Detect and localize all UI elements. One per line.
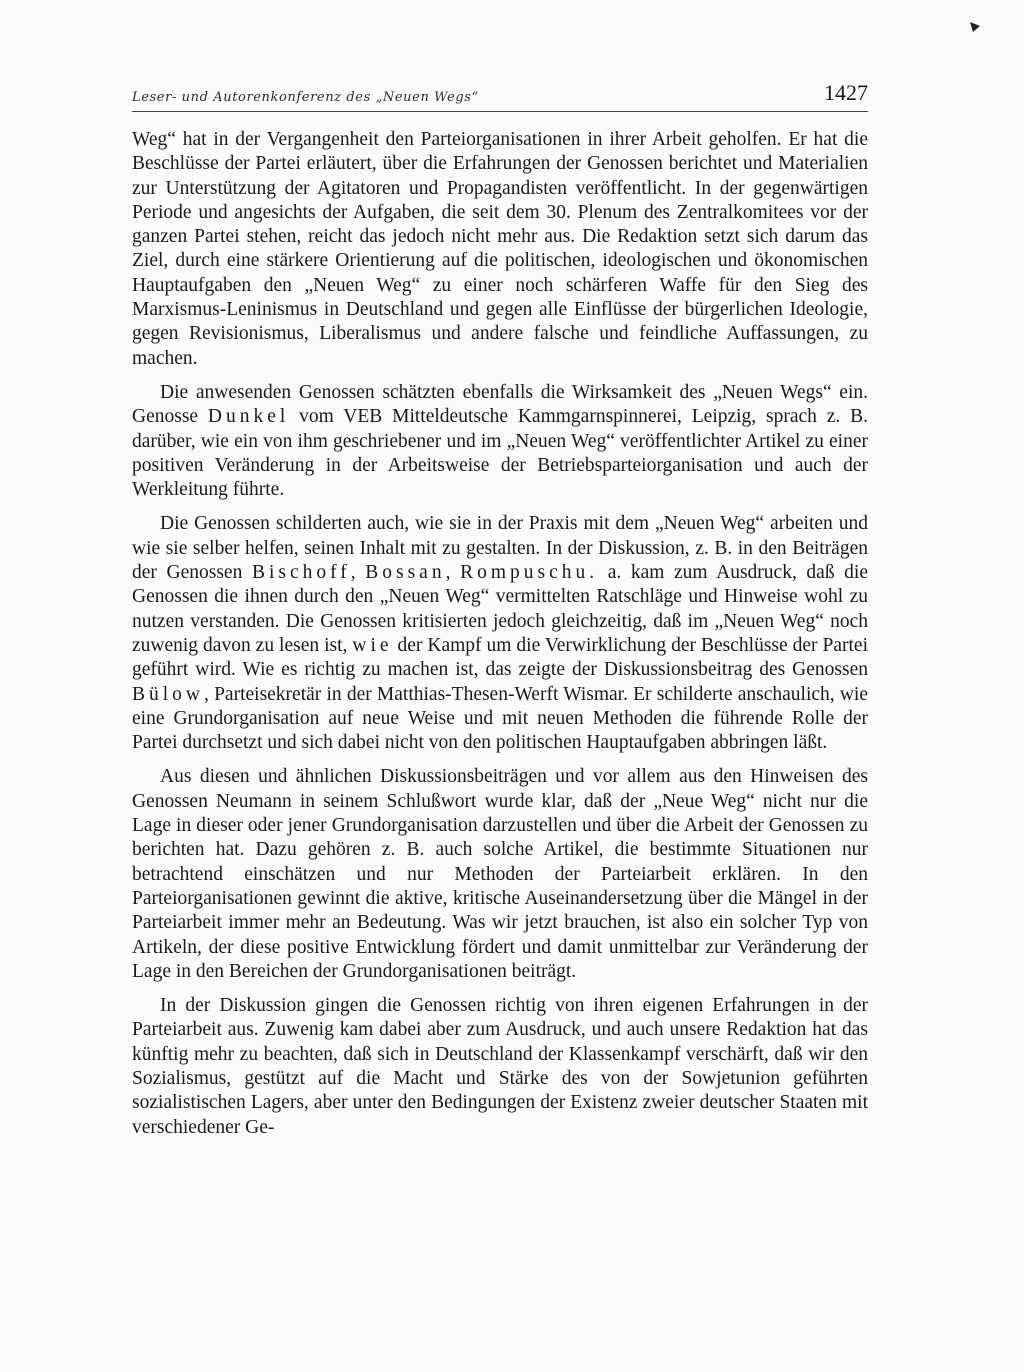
paragraph [132, 128, 868, 371]
spaced-name: Dunkel [207, 406, 290, 428]
page-number: 1427 [824, 80, 868, 105]
article-body [132, 128, 868, 1150]
paragraph [132, 765, 868, 984]
text-run: , Parteisekretär in der Matthias-Thesen-Werft Wismar. Er schilderte anschaulich, wie eine Grundorganisation auf neue Weise und mit neuen Methoden die führende Rolle der Partei durchsetzt und sich dabei nicht von den politischen Hauptaufgaben abbringen läßt. [132, 683, 868, 754]
paragraph [132, 381, 868, 502]
text-run: Die anwesenden Genossen schätzten ebenfalls die Wirksamkeit des „Neuen Wegs“ ein. Genosse [132, 381, 868, 428]
paragraph [132, 994, 868, 1140]
text-run: , [350, 562, 366, 584]
corner-mark [970, 22, 980, 32]
text-run: vom VEB Mitteldeutsche Kammgarnspinnerei, Leipzig, sprach z. B. darüber, wie ein von ihm geschriebener und im „Neuen Weg“ veröffentlichter Artikel zu einer positiven Veränderung in der Arbeitsweise der Betriebsparteiorganisation und auch der Werkleitung führte. [132, 406, 868, 501]
text-run: Die Genossen schilderten auch, wie sie in der Praxis mit dem „Neuen Weg“ arbeiten und wie sie selber helfen, seinen Inhalt mit zu gestalten. In der Diskussion, z. B. in den Beiträgen der Genossen [132, 513, 868, 584]
text-run: der Kampf um die Verwirklichung der Beschlüsse der Partei geführt wird. Wie es richtig zu machen ist, das zeigte der Diskussionsbeitrag des Genossen [132, 634, 868, 681]
spaced-name: Bülow [132, 683, 205, 705]
spaced-name: Bischoff [251, 562, 351, 584]
text-run: , [445, 562, 461, 584]
paragraph [132, 512, 868, 755]
text-run: Weg“ hat in der Vergangenheit den Parteiorganisationen in ihrer Arbeit geholfen. Er hat die Beschlüsse der Partei erläutert, über die Erfahrungen der Genossen berichtet und Materialien zur Unterstützung der Agitatoren und Propagandisten veröffentlicht. In der gegenwärtigen Periode und angesichts der Aufgaben, die seit dem 30. Plenum des Zentralkomitees vor der ganzen Partei stehen, reicht das jedoch nicht mehr aus. Die Redaktion setzt sich darum das Ziel, durch eine stärkere Orientierung auf die politischen, ideologischen und ökonomischen Hauptaufgaben den „Neuen Weg“ zu einer noch schärferen Waffe für den Sieg des Marxismus-Leninismus in Deutschland und gegen alle Einflüsse der bürgerlichen Ideologie, gegen Revisionismus, Liberalismus und andere falsche und feindliche Auffassungen, zu machen. [132, 129, 868, 369]
spaced-name: Bossan [365, 562, 446, 584]
spaced-name: wie [352, 634, 393, 656]
text-run: Aus diesen und ähnlichen Diskussionsbeiträgen und vor allem aus den Hinweisen des Genossen Neumann in seinem Schlußwort wurde klar, daß der „Neue Weg“ nicht nur die Lage in dieser oder jener Grundorganisation darzustellen und über die Arbeit der Genossen zu berichten hat. Dazu gehören z. B. auch solche Artikel, die bestimmte Situationen nur betrachtend einschätzen und nur Methoden der Parteiarbeit erklären. In den Parteiorganisationen gewinnt die aktive, kritische Auseinandersetzung über die Mängel in der Parteiarbeit immer mehr an Bedeutung. Was wir jetzt brauchen, ist also ein solcher Typ von Artikeln, der diese positive Entwicklung fördert und damit unmittelbar zur Veränderung der Lage in den Bereichen der Grundorganisationen beiträgt. [132, 766, 868, 982]
text-run: a. kam zum Ausdruck, daß die Genossen die ihnen durch den „Neuen Weg“ vermittelten Ratschläge und Hinweise wohl zu nutzen verstanden. Die Genossen kritisierten jedoch gleichzeitig, daß im „Neuen Weg“ noch zuwenig davon zu lesen ist, [132, 562, 869, 656]
running-title: Leser- und Autorenkonferenz des „Neuen Wegs“ [132, 90, 479, 105]
text-run: In der Diskussion gingen die Genossen richtig von ihren eigenen Erfahrungen in der Parteiarbeit aus. Zuwenig kam dabei aber zum Ausdruck, und auch unsere Redaktion hat das künftig mehr zu beachten, daß sich in Deutschland der Klassenkampf verschärft, daß wir den Sozialismus, gestützt auf die Macht und Stärke des von der Sowjetunion geführten sozialistischen Lagers, aber unter den Bedingungen der Existenz zweier deutscher Staaten mit verschiedener Ge- [132, 995, 868, 1138]
spaced-name: Rompuschu. [460, 562, 599, 584]
running-head [132, 78, 868, 112]
header-rule [132, 111, 868, 112]
